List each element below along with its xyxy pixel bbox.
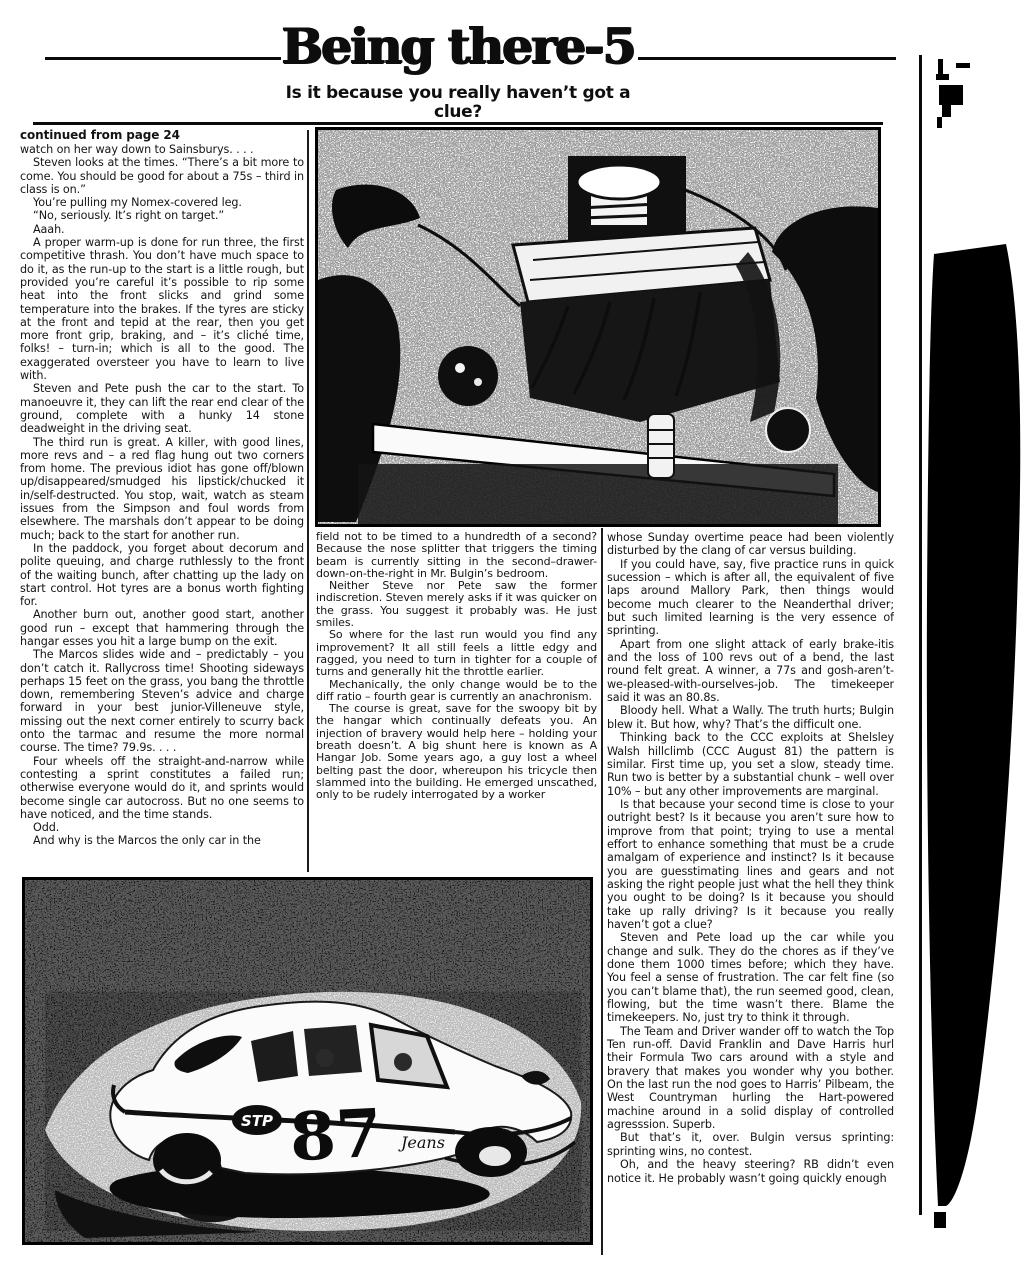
paragraph: And why is the Marcos the only car in the xyxy=(33,834,261,848)
paragraph: A proper warm-up is done for run three, the first competitive thrash. You don’t have much space to do it, as the run-up to the start is a little rough, but provided you’re careful it’s possible to rip some heat into the front slicks and grind some temperature into the brakes. If the tyres are sticky at the front and tepid at the rear, then you get more front grip, braking, and – it’s cliché time, folks! – turn-in; which is all to the good. The exaggerated oversteer you have to learn to live with. xyxy=(20,236,304,383)
column-divider-1 xyxy=(307,130,309,872)
column-2-paragraphs xyxy=(316,531,597,802)
paragraph: Is that because your second time is close to your outright best? Is it because you aren’t sure how to improve from that point; trying to use a mental effort to enhance something that must be a crude amalgam of experience and instinct? Is it because you are guesstimating lines and gears and not asking the right people just what the hell they think you ought to be doing? Is it because you should take up rally driving? Is it because you really haven’t got a clue? xyxy=(607,797,894,931)
paragraph: The third run is great. A killer, with good lines, more revs and – a red flag hung out two corners from home. The previous idiot has gone off/blown up/disappeared/smudged his lipstick/chucked it in/self-destructed. You stop, wait, watch as steam issues from the Simpson and foul words from elsewhere. The marshals don’t appear to be doing much; back to the start for another run. xyxy=(20,435,304,542)
paragraph: Steven and Pete push the car to the start. To manoeuvre it, they can lift the rear end clear of the ground, complete with a hunky 14 stone deadweight in the driving seat. xyxy=(20,382,304,436)
paragraph: If you could have, say, five practice runs in quick sucession – which is after all, the equivalent of five laps around Mallory Park, then things would become much clearer to the Neanderthal driver; but such limited learning is the very essence of sprinting. xyxy=(607,557,894,638)
column-1-paragraphs xyxy=(20,143,304,848)
paragraph: The Marcos slides wide and – predictably – you don’t catch it. Rallycross time! Shooting sideways perhaps 15 feet on the grass, you bang the throttle down, remembering Steven’s advice and charge forward in your best junior-Villeneuve style, missing out the next corner entirely to scurry back onto the tarmac and resume the more normal course. The time? 79.9s. . . . xyxy=(20,648,304,755)
paragraph: Neither Steve nor Pete saw the former indiscretion. Steven merely asks if it was quicker on the grass. You suggest it probably was. He just smiles. xyxy=(316,579,597,630)
marcos-racecar-photo xyxy=(22,877,593,1245)
paragraph: The course is great, save for the swoopy bit by the hangar which continually defeats you. An injection of bravery would help here – holding your breath doesn’t. A big shunt here is known as A Hangar Job. Some years ago, a guy lost a wheel belting past the door, whereupon his tricycle then slammed into the building. He emerged unscathed, only to be rudely interrogated by a worker xyxy=(316,702,597,802)
car-script-marking: Jeans xyxy=(401,1133,445,1152)
paragraph: Bloody hell. What a Wally. The truth hurts; Bulgin blew it. But how, why? That’s the difficult one. xyxy=(607,704,894,731)
paragraph: Aaah. xyxy=(33,222,65,236)
paragraph: So where for the last run would you find any improvement? It all still feels a little edgy and ragged, you need to turn in tighter for a couple of turns and generally hit the throttle earlier. xyxy=(316,628,597,679)
column-3-paragraphs xyxy=(607,531,894,1185)
paragraph: Apart from one slight attack of early brake-itis and the loss of 100 revs out of a bend, the last round felt great. A winner, a 77s and gosh-aren’t-we-pleased-with-ourselves-job. The timekeeper said it was an 80.8s. xyxy=(607,637,894,705)
car-number: 87 xyxy=(287,1093,384,1177)
paragraph: whose Sunday overtime peace had been violently disturbed by the clang of car versus building. xyxy=(607,531,894,558)
subtitle-line-1: Is it because you really haven’t got a xyxy=(285,83,631,103)
article-column-3 xyxy=(607,531,894,1257)
header-bottom-rule xyxy=(33,122,883,125)
subtitle-line-2: clue? xyxy=(434,102,482,122)
engine-bay-photo xyxy=(315,127,881,527)
paragraph: Steven looks at the times. “There’s a bit more to come. You should be good for about a 75s – third in class is on.” xyxy=(20,156,304,196)
header-rule-right xyxy=(638,57,896,60)
paragraph: Oh, and the heavy steering? RB didn’t even notice it. He probably wasn’t going quickly enough xyxy=(607,1158,894,1185)
paragraph: Four wheels off the straight-and-narrow while contesting a sprint constitutes a failed run; otherwise everyone would do it, and sprints would become single car autocross. But no one seems to have noticed, and the time stands. xyxy=(20,754,304,821)
header-rule-left xyxy=(45,57,281,60)
article-column-2 xyxy=(316,531,597,873)
paragraph: Steven and Pete load up the car while you change and sulk. They do the chores as if they’ve done them 1000 times before; which they have. You feel a sense of frustration. The car felt fine (so you can’t blame that), the run seemed good, clean, flowing, but the time wasn’t there. Blame the timekeepers. No, just try to think it through. xyxy=(607,931,894,1025)
stp-logo-text: STP xyxy=(240,1112,274,1130)
paragraph: Another burn out, another good start, another good run – except that hammering through the hangar esses you hit a large bump on the exit. xyxy=(20,608,304,648)
paragraph: Odd. xyxy=(33,821,60,835)
paragraph: Thinking back to the CCC exploits at Shelsley Walsh hillclimb (CCC August 81) the pattern is similar. First time up, you set a slow, steady time. Run two is better by a substantial chunk – well over 10% – but any other improvements are marginal. xyxy=(607,731,894,798)
paragraph: “No, seriously. It’s right on target.” xyxy=(33,209,225,223)
article-column-1 xyxy=(20,128,304,870)
paragraph: But that’s it, over. Bulgin versus sprinting: sprinting wins, no contest. xyxy=(607,1131,894,1158)
paragraph: In the paddock, you forget about decorum and polite queuing, and charge ruthlessly to the front of the waiting bunch, after chatting up the lady on start control. Hot tyres are a bonus worth fighting for. xyxy=(20,541,304,609)
page-title: Being there-5 xyxy=(281,17,635,75)
continued-from-note: continued from page 24 xyxy=(20,128,180,142)
paragraph: You’re pulling my Nomex-covered leg. xyxy=(33,196,242,210)
column-divider-2 xyxy=(601,528,603,1255)
page-subtitle xyxy=(0,84,916,122)
paragraph: field not to be timed to a hundredth of a second? Because the nose splitter that triggers the timing beam is currently sitting in the second–drawer-down-on-the-right in Mr. Bulgin’s bedroom. xyxy=(316,531,597,580)
scan-shadow-artifact xyxy=(922,240,1024,1235)
scan-ink-marks xyxy=(930,55,1010,135)
paragraph: watch on her way down to Sainsburys. . . . xyxy=(20,143,254,156)
paragraph: The Team and Driver wander off to watch the Top Ten run-off. David Franklin and Dave Harris hurl their Formula Two cars around with a style and bravery that makes you wonder why you bother. On the last run the nod goes to Harris’ Pilbeam, the West Countryman hurling the Hart-powered machine around in a solid display of controlled agresssion. Superb. xyxy=(607,1024,894,1132)
paragraph: Mechanically, the only change would be to the diff ratio – fourth gear is currently an anachronism. xyxy=(316,677,597,703)
